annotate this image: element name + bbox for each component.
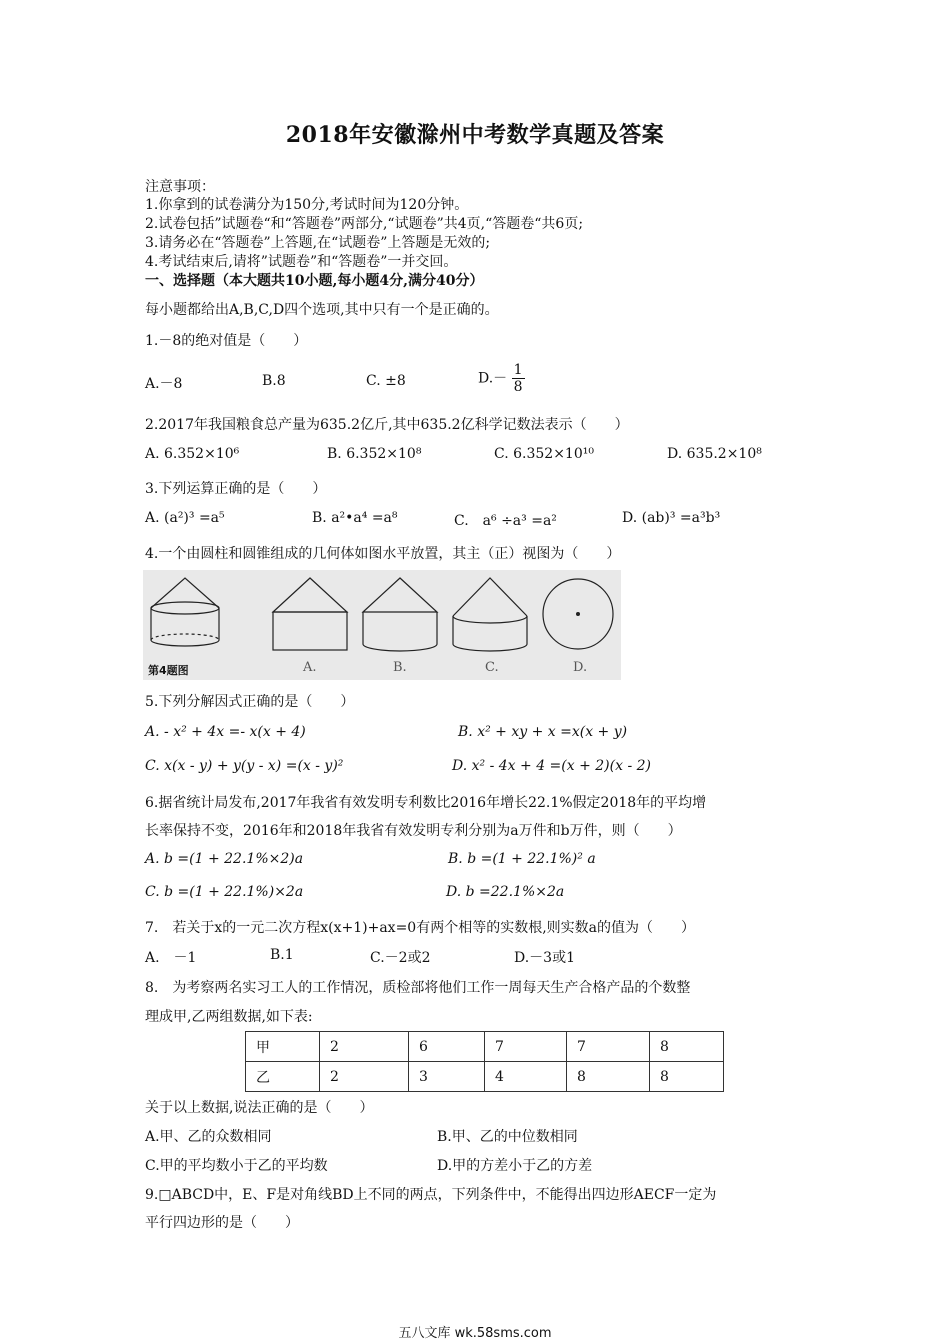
q1-option-d-prefix: D.－ xyxy=(478,370,508,387)
q1-option-c: C. ±8 xyxy=(366,373,406,389)
table-cell: 7 xyxy=(485,1032,567,1062)
q4-figure-drawing xyxy=(143,570,621,680)
q4-label-c: C. xyxy=(485,660,499,675)
footer-watermark: 五八文库 wk.58sms.com xyxy=(398,1326,552,1341)
notice-item-1: 1.你拿到的试卷满分为150分,考试时间为120分钟。 xyxy=(145,197,469,213)
table-cell: 乙 xyxy=(246,1062,320,1092)
table-cell: 8 xyxy=(650,1032,724,1062)
q6-option-a: A. b =(1 + 22.1%×2)a xyxy=(145,851,304,867)
q4-label-a: A. xyxy=(303,660,317,675)
table-cell: 8 xyxy=(650,1062,724,1092)
q3-option-d: D. (ab)³ =a³b³ xyxy=(622,510,721,526)
q1-option-d-fraction xyxy=(512,362,525,395)
q1-option-b: B.8 xyxy=(262,373,286,389)
q6-option-c: C. b =(1 + 22.1%)×2a xyxy=(145,884,304,900)
q3-stem: 3.下列运算正确的是（ ） xyxy=(145,481,327,497)
option-a-triangle xyxy=(273,578,347,612)
q8-after-table: 关于以上数据,说法正确的是（ ） xyxy=(145,1100,374,1116)
q7-stem: 7. 若关于x的一元二次方程x(x+1)+ax=0有两个相等的实数根,则实数a的值为（ ） xyxy=(145,920,696,936)
q6-option-d: D. b =22.1%×2a xyxy=(446,884,565,900)
q8-option-d: D.甲的方差小于乙的方差 xyxy=(437,1158,593,1174)
table-cell: 4 xyxy=(485,1062,567,1092)
q7-option-b: B.1 xyxy=(270,947,294,963)
q6-option-b: B. b =(1 + 22.1%)² a xyxy=(448,851,596,867)
q5-option-a: A. - x² + 4x =- x(x + 4) xyxy=(145,724,306,740)
notice-item-4: 4.考试结束后,请将”试题卷”和“答题卷”一并交回。 xyxy=(145,254,458,270)
option-d-center-dot xyxy=(576,612,580,616)
q3-option-a: A. (a²)³ =a⁵ xyxy=(145,510,225,526)
q8-option-b: B.甲、乙的中位数相同 xyxy=(437,1129,578,1145)
q5-option-d: D. x² - 4x + 4 =(x + 2)(x - 2) xyxy=(452,758,652,774)
q5-stem: 5.下列分解因式正确的是（ ） xyxy=(145,694,355,710)
notice-item-2: 2.试卷包括”试题卷“和“答题卷”两部分,“试题卷”共4页,“答题卷“共6页; xyxy=(145,216,584,232)
q4-figure xyxy=(143,570,621,680)
table-cell: 甲 xyxy=(246,1032,320,1062)
fraction-denominator: 8 xyxy=(513,379,523,395)
solid-cylinder-top xyxy=(151,602,219,614)
table-cell: 2 xyxy=(320,1032,409,1062)
q6-stem-line2: 长率保持不变，2016年和2018年我省有效发明专利分别为a万件和b万件，则（ ） xyxy=(145,823,682,839)
q6-stem-line1: 6.据省统计局发布,2017年我省有效发明专利数比2016年增长22.1%假定2018年的平均增 xyxy=(145,795,707,811)
table-cell: 2 xyxy=(320,1062,409,1092)
q5-option-b: B. x² + xy + x =x(x + y) xyxy=(458,724,628,740)
option-a-rectangle xyxy=(273,612,347,650)
q2-option-b: B. 6.352×10⁸ xyxy=(327,446,422,462)
q9-stem-line2: 平行四边形的是（ ） xyxy=(145,1215,299,1231)
q9-stem-line1: 9.□ABCD中，E、F是对角线BD上不同的两点，下列条件中，不能得出四边形AECF一定为 xyxy=(145,1187,717,1203)
q8-stem-line1: 8. 为考察两名实习工人的工作情况，质检部将他们工作一周每天生产合格产品的个数整 xyxy=(145,980,691,996)
q2-stem: 2.2017年我国粮食总产量为635.2亿斤,其中635.2亿科学记数法表示（ ） xyxy=(145,417,629,433)
q8-stem-line2: 理成甲,乙两组数据,如下表: xyxy=(145,1009,313,1025)
q2-option-d: D. 635.2×10⁸ xyxy=(667,446,762,462)
section-intro: 每小题都给出A,B,C,D四个选项,其中只有一个是正确的。 xyxy=(145,302,499,318)
solid-cylinder-bottom xyxy=(151,640,219,646)
notice-heading: 注意事项： xyxy=(145,179,215,195)
fraction-numerator: 1 xyxy=(513,362,523,378)
table-cell: 6 xyxy=(409,1032,485,1062)
option-b-arc xyxy=(363,644,437,651)
q8-option-a: A.甲、乙的众数相同 xyxy=(145,1129,272,1145)
q7-option-c: C.－2或2 xyxy=(370,950,431,966)
q4-stem: 4.一个由圆柱和圆锥组成的几何体如图水平放置，其主（正）视图为（ ） xyxy=(145,546,621,562)
q8-data-table xyxy=(245,1031,724,1092)
q5-option-c: C. x(x - y) + y(y - x) =(x - y)² xyxy=(145,758,344,774)
table-row xyxy=(246,1062,724,1092)
q3-option-b: B. a²•a⁴ =a⁸ xyxy=(312,510,398,526)
q1-stem: 1.－8的绝对值是（ ） xyxy=(145,333,308,349)
q3-option-c: C. a⁶ ÷a³ =a² xyxy=(454,513,557,529)
table-cell: 3 xyxy=(409,1062,485,1092)
table-row xyxy=(246,1032,724,1062)
table-cell: 8 xyxy=(567,1062,650,1092)
table-cell: 7 xyxy=(567,1032,650,1062)
page-title: 2018年安徽滁州中考数学真题及答案 xyxy=(285,122,665,148)
option-c-triangle xyxy=(453,578,527,616)
notice-item-3: 3.请务必在“答题卷”上答题,在“试题卷”上答题是无效的; xyxy=(145,235,491,251)
q1-option-d xyxy=(478,362,525,395)
q4-figure-caption: 第4题图 xyxy=(148,664,189,677)
q2-option-c: C. 6.352×10¹⁰ xyxy=(494,446,594,462)
q1-option-a: A.－8 xyxy=(145,376,183,392)
q8-option-c: C.甲的平均数小于乙的平均数 xyxy=(145,1158,328,1174)
q7-option-d: D.－3或1 xyxy=(514,950,575,966)
q4-label-b: B. xyxy=(393,660,407,675)
q7-option-a: A. －1 xyxy=(145,950,197,966)
q4-label-d: D. xyxy=(573,660,588,675)
q2-option-a: A. 6.352×10⁶ xyxy=(145,446,240,462)
section-heading: 一、选择题（本大题共10小题,每小题4分,满分40分） xyxy=(145,273,484,289)
option-b-triangle xyxy=(363,578,437,612)
